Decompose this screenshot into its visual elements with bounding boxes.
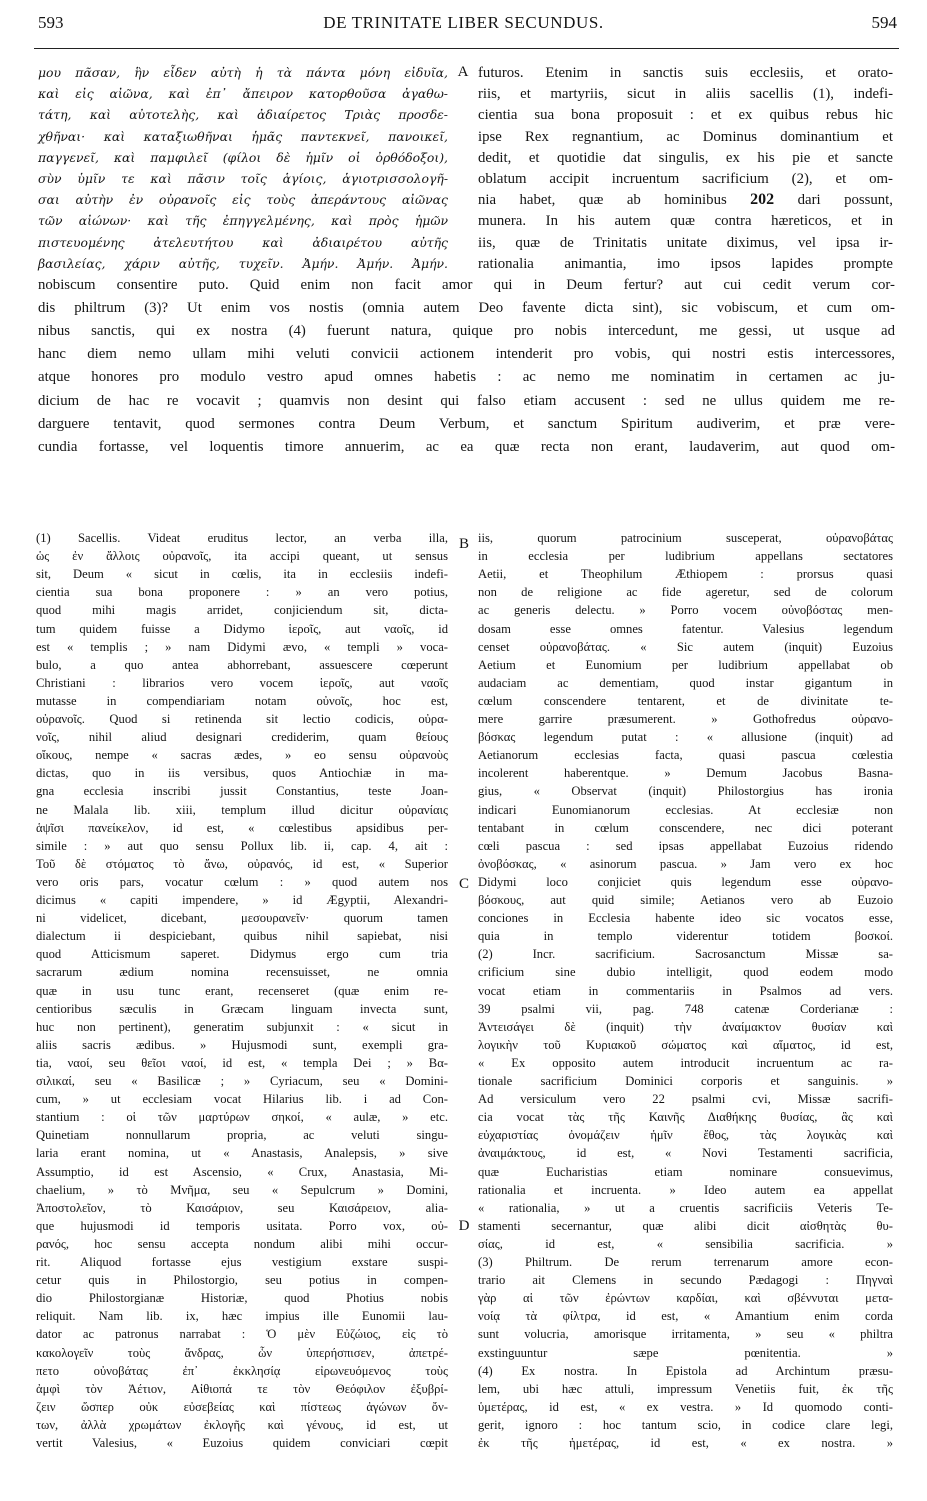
footnote-line: νοίᾳ τὰ φίλτρα, id est, « Amantium enim corda — [478, 1309, 893, 1324]
footnote-line: incolerent haberentque. » Demum Jacobus Basna- — [478, 766, 893, 781]
footnote-line: (4) Ex nostra. In Epistola ad Archintum præsu- — [478, 1363, 893, 1378]
latin-text-line: iis, quæ de Trinitatis unitate diximus, vel ipsa ir- — [478, 234, 893, 251]
margin-letter-a: A — [457, 64, 469, 80]
footnote-line: (1) Sacellis. Videat eruditus lector, an verba illa, — [36, 531, 448, 545]
footnote-line: dosam esse omnes fatentur. Valesius legendum — [478, 621, 893, 636]
margin-letter-c: C — [458, 876, 469, 892]
full-width-text-line: nobiscum consentire puto. Quid enim non facit amor qui in Deum fertur? aut cui cedit verum cor- — [38, 277, 895, 293]
footnote-line: ἁψῖσι πανείκελον, id est, « cœlestibus apsidibus per- — [36, 820, 448, 835]
full-width-text-line: darguere tentavit, quod sermones contra Deum Verbum, et sanctum Spiritum audiverim, et præ vere- — [38, 415, 895, 432]
footnote-line: tum quidem fuisse a Didymo ἱεροῖς, aut ναοῖς, id — [36, 621, 448, 636]
footnote-line: σίας, id est, « sensibilia sacrificia. » — [478, 1236, 893, 1251]
footnote-line: dicimus « capiti impendere, » id Ægyptii, Alexandri- — [36, 893, 448, 907]
footnote-line: cientia sua bona proponere : » an vero potius, — [36, 585, 448, 600]
footnote-line: βόσκας legendum putat : « allusione (inquit) ad — [478, 730, 893, 745]
footnote-line: Aetianorum ecclesias facta, quasi pascua cœlestia — [478, 748, 893, 763]
footnote-line: centioribus sæculis in Græcam linguam invecta sunt, — [36, 1001, 448, 1016]
footnote-line: audaciam ac dementiam, quod instar gigantum in — [478, 675, 893, 690]
footnote-line: εὐχαριστίας ὀνομάζειν ἡμῖν ἔθος, τὰς λογικὰς καὶ — [478, 1128, 893, 1143]
footnote-line: quod mihi magis arridet, conjiciendum sit, dicta- — [36, 603, 448, 618]
footnote-line: σιλικαί, seu « Basilicæ ; » Cyriacum, seu « Domini- — [36, 1074, 448, 1088]
footnote-line: quod Atticismum saperet. Didymus ergo cum tria — [36, 947, 448, 962]
footnote-line: iis, quorum patrocinium susceperat, οὐρανοβάτας — [478, 531, 893, 545]
footnote-line: simile : » aut quo sensu Pollux lib. ii, cap. 4, ait : — [36, 838, 448, 853]
footnote-line: chaelium, » τὸ Μνῆμα, seu « Sepulcrum » Domini, — [36, 1182, 448, 1197]
greek-text-line: σὺν ὑμῖν τε καὶ πᾶσιν τοῖς ἁγίοις, ἁγιοτρισσολογῆ- — [38, 171, 448, 186]
full-width-text-line: atque honores pro modulo vestro apud omnes habetis : ac nemo me nominatim in certamen ac ju- — [38, 369, 895, 386]
footnote-line: κακολογεῖν τοὺς ἄνδρας, ὧν ὑπερήσπισεν, ἀπετρέ- — [36, 1345, 448, 1360]
greek-text-line: πιστευομένης ἀτελευτήτου καὶ ἀδιαιρέτου αὐτῆς — [38, 234, 448, 250]
footnote-line: Ad versiculum vero 22 psalmi cvi, Missæ sacrifi- — [478, 1092, 893, 1107]
footnote-line: ἐκ τῆς ἡμετέρας, id est, « ex nostra. » — [478, 1436, 893, 1450]
margin-reference-number: 202 — [750, 191, 775, 209]
page-number-right: 594 — [871, 13, 897, 32]
footnote-line: reliquit. Nam lib. ix, hæc impius ille Eunomii lau- — [36, 1309, 448, 1324]
running-title: DE TRINITATE LIBER SECUNDUS. — [323, 13, 604, 32]
text-fragment: dari possunt, — [774, 192, 893, 209]
footnote-line: Τοῦ δὲ στόματος τὸ ἄνω, οὐρανός, id est, « Superior — [36, 856, 448, 871]
footnote-line: est « templis ; » nam Didymi ævo, « templi » voca- — [36, 639, 448, 654]
footnote-line: gerit, ignoro : hoc tantum scio, in codice clare legi, — [478, 1417, 893, 1432]
footnote-line: indicari Eunomianorum ecclesias. At ecclesiæ non — [478, 802, 893, 817]
footnote-line: stamenti secernantur, quæ alibi dicit αἰσθητὰς θυ- — [478, 1218, 893, 1233]
footnote-line: οἴκους, nempe « sacras ædes, » eo sensu οὐρανοὺς — [36, 748, 448, 763]
footnote-line: cia vocat τὰς τῆς Καινῆς Διαθήκης θυσίας, ἃς καὶ — [478, 1110, 893, 1125]
footnote-line: tentabant in cœlum conscendere, nec dici poterant — [478, 820, 893, 835]
footnote-line: lem, ubi hæc attuli, impressum Venetiis fuit, ἐκ τῆς — [478, 1381, 893, 1396]
greek-text-line: τῶν αἰώνων· καὶ τῆς ἐπηγγελμένης, καὶ πρὸς ἡμῶν — [38, 213, 448, 229]
header-rule — [34, 48, 899, 49]
page-number-left: 593 — [38, 13, 64, 32]
footnote-line: in ecclesia per ludibrium appellans sectatores — [478, 549, 893, 564]
greek-text-line: σαι αὐτὴν ἐν οὐρανοῖς εἰς τοὺς ἀπεράντους αἰῶνας — [38, 192, 448, 208]
footnote-line: stantium : οἱ τῶν μαρτύρων σηκοί, « aulæ, » etc. — [36, 1110, 448, 1125]
footnote-line: vero oris pars, vocatur cœlum : » quod autem nos — [36, 874, 448, 889]
footnote-line: crificium sine dubio intelligit, quod eodem modo — [478, 965, 893, 980]
footnote-line: ne Malala lib. xiii, templum illud dicitur οὐρανίαις — [36, 802, 448, 817]
footnote-line: mere garrire præsumerent. » Gothofredus οὐρανο- — [478, 712, 893, 726]
footnote-line: Ἀποστολεῖον, τὸ Καισάριον, seu Καισάρειον, alia- — [36, 1200, 448, 1215]
footnote-line: « rationalia, » ut a cruentis sacrificiis Veteris Te- — [478, 1200, 893, 1215]
footnote-line: tionale sacrificium Dominici corporis et sanguinis. » — [478, 1074, 893, 1088]
footnote-line: ρανός, hoc sensu accepta nondum alibi mihi occur- — [36, 1236, 448, 1251]
footnote-line: laria erant nomina, ut « Anastasis, Analepsis, » sive — [36, 1146, 448, 1161]
footnote-line: γὰρ αἱ τῶν ἐρώντων καρδίαι, καὶ σβέννυται μετα- — [478, 1291, 893, 1306]
footnote-line: ac generis delectu. » Porro vocem οὐνοβόστας men- — [478, 603, 893, 618]
footnote-line: ὡς ἐν ἄλλοις οὐρανοῖς, ita accipi queant, ut sensus — [36, 549, 448, 564]
footnote-line: ὀνοβόσκας, « asinorum pascua. » Jam vero ex hoc — [478, 856, 893, 871]
latin-text-line: rationalia animantia, imo ipsos lapides prompte — [478, 255, 893, 272]
greek-text-line: καὶ εἰς αἰῶνα, καὶ ἐπ᾽ ἄπειρον κατορθοῦσα ἀγαθω- — [38, 86, 448, 102]
full-width-text-line: cundia fortasse, vel loquentis timore annuerim, ac ea quæ recta non erant, laudaverim, aut quod om- — [38, 438, 895, 455]
footnote-line: Assumptio, id est Ascensio, « Crux, Anastasia, Mi- — [36, 1164, 448, 1179]
footnote-line: rit. Aliquod fortasse ejus vestigium exstare suspi- — [36, 1255, 448, 1269]
footnote-line: (3) Philtrum. De rerum terrenarum amore econ- — [478, 1255, 893, 1269]
footnote-line: ὑμετέρας, id est, « ex vestra. » Id quomodo conti- — [478, 1399, 893, 1414]
latin-text-line: ipse Rex regnantium, ac Dominus dominantium et — [478, 128, 893, 145]
footnote-line: dio Philostorgianæ Historiæ, quod Photius nobis — [36, 1291, 448, 1306]
footnote-line: sunt volucria, amorisque irritamenta, » seu « philtra — [478, 1327, 893, 1342]
footnote-line: quæ Eucharistias etiam nominare consuevimus, — [478, 1164, 893, 1179]
footnote-line: dator ac patronus narrabat : Ὁ μὲν Εὐζώιος, εἰς τὸ — [36, 1327, 448, 1342]
footnote-line: ζειν ὥσπερ οὐκ εὐσεβείας καὶ πίστεως ἀγώνων ὄν- — [36, 1399, 448, 1414]
full-width-text-line: dicium de hac re vocavit ; quamvis non desint qui falso etiam accusent : sed ne ullus quidem me re- — [38, 392, 895, 409]
footnote-line: Christiani : librarios vero vocem ἱεροῖς, aut ναοῖς — [36, 675, 448, 690]
footnote-line: bulo, a quo antea abhorrebant, assuescere cœperunt — [36, 657, 448, 672]
footnote-line: cœlum conscendere tentarent, et de divinitate te- — [478, 693, 893, 708]
footnote-line: νοῖς, nihil aliud designari crediderim, quam θείους — [36, 730, 448, 745]
latin-text-line: oblatum accipit incruentum sacrificium (2), et om- — [478, 171, 893, 187]
greek-text-line: μου πᾶσαν, ἣν εἶδεν αὐτὴ ἡ τὰ πάντα μόνη εἰδυῖα, — [38, 65, 448, 80]
footnote-line: que hujusmodi id temporis usitata. Porro vox, οὐ- — [36, 1218, 448, 1233]
footnote-line: λογικὴν τοῦ Κυριακοῦ σώματος καὶ αἵματος, id est, — [478, 1037, 893, 1052]
footnote-line: vocat etiam in commentariis in Psalmos ad vers. — [478, 983, 893, 998]
footnote-line: πετο οὐνοβάτας ἐπ᾽ ἐκκλησίᾳ εἰρωνευόμενος τοὺς — [36, 1363, 448, 1378]
footnote-line: exstinguuntur sæpe pœnitentia. » — [478, 1345, 893, 1360]
latin-text-line: riis, et martyriis, sicut in aliis sacellis (1), indefi- — [478, 86, 893, 103]
greek-text-line: χθῆναι· καὶ καταξιωθῆναι ἡμᾶς παντεκνεῖ, πανοικεῖ, — [38, 128, 448, 144]
latin-text-line: dedit, et quotidie dat singulis, ex his pie et sancte — [478, 149, 893, 166]
footnote-line: Didymi loco conjiciet quis legendum esse οὐρανο- — [478, 874, 893, 889]
footnote-line: tia, ναοί, seu θεῖοι ναοί, id est, « templa Dei ; » Βα- — [36, 1055, 448, 1070]
footnote-line: Aetii, et Theophilum Æthiopem : prorsus quasi — [478, 567, 893, 582]
footnote-line: ἀμφὶ τὸν Ἀέτιον, Αἰθιοπά τε τὸν Θεόφιλον ἐξυβρί- — [36, 1381, 448, 1396]
footnote-line: rationalia et incruenta. » Ideo autem ea appellat — [478, 1182, 893, 1197]
footnote-line: sacrarum ædium nomina recensuisset, ne omnia — [36, 965, 448, 980]
footnote-line: trario ait Clemens in secundo Pædagogi : Πηγναὶ — [478, 1273, 893, 1288]
full-width-text-line: nibus sanctis, qui ex nostra (4) fuerunt natura, quique pro nobis intercedunt, me gessi, ut usque ad — [38, 323, 895, 340]
margin-letter-b: B — [458, 536, 469, 552]
greek-text-line: τάτη, καὶ αὐτοτελὴς, καὶ ἀδιαίρετος Τριὰς προσδε- — [38, 107, 448, 123]
footnote-line: aliis sacris ædibus. » Hujusmodi sunt, exempli gra- — [36, 1037, 448, 1052]
text-fragment: nia habet, quæ ab hominibus — [478, 192, 751, 209]
full-width-text-line: hanc diem nemo ullam mihi veluti convicii actionem intenderit pro vobis, qui nostri estis intercessores, — [38, 346, 895, 363]
footnote-line: « Ex opposito autem introducit incruentum ac ra- — [478, 1055, 893, 1070]
footnote-line: 39 psalmi vii, pag. 748 catenæ Corderianæ : — [478, 1001, 893, 1016]
greek-text-line: παγγενεῖ, καὶ παμφιλεῖ (φίλοι δὲ ἡμῖν οἱ ὀρθόδοξοι), — [38, 149, 448, 165]
latin-text-line: munera. In his autem quæ contra hæreticos, et in — [478, 213, 893, 230]
footnote-line: cetur quis in Philostorgio, seu potius in compen- — [36, 1273, 448, 1288]
footnote-line: censet οὐρανοβάτας. « Sic autem (inquit) Euzoius — [478, 639, 893, 654]
latin-text-line: cientia sua bona proposuit : et ex quibus rebus hic — [478, 107, 893, 124]
footnote-line: quæ in usu tunc erant, recenseret (quæ enim re- — [36, 983, 448, 998]
footnote-line: dictas, quo in iis versibus, quos Antiochiæ in ma- — [36, 766, 448, 781]
footnote-line: ἀναιμάκτους, id est, « Novi Testamenti sacrificia, — [478, 1146, 893, 1161]
footnote-line: gius, « Observat (inquit) Philostorgius has ironia — [478, 784, 893, 799]
latin-text-line: futuros. Etenim in sanctis suis ecclesiis, et orato- — [478, 65, 893, 81]
footnote-line: Quinetiam nonnullarum propria, ac veluti singu- — [36, 1128, 448, 1143]
full-width-text-line: dis philtrum (3)? Ut enim vos nostis (omnia autem Deo favente dicta sint), sic vobiscum, et cum om- — [38, 300, 895, 317]
greek-text-line: βασιλείας, χάριν αὐτῆς, τυχεῖν. Ἀμήν. Ἀμήν. Ἀμήν. — [38, 255, 448, 271]
footnote-line: conciones in Ecclesia habente ideo sic vocatos esse, — [478, 911, 893, 926]
footnote-line: cœli pascua : sed ipsas appellabat Euzoius ridendo — [478, 838, 893, 853]
footnote-line: ni videlicet, dicebant, μεσουρανεῖν· quorum tamen — [36, 911, 448, 926]
footnote-line: βόσκους, aut quid simile; Aetianos vero ab Euzoio — [478, 893, 893, 907]
footnote-line: mutasse in compendiariam notam οὐνοῖς, hoc est, — [36, 693, 448, 708]
footnote-line: gna ecclesia inscribi jussit Constantius, teste Joan- — [36, 784, 448, 799]
footnote-line: dialectum ii despiciebant, quibus nihil sapiebat, nisi — [36, 929, 448, 944]
footnote-line: quia in templo viderentur totidem βοσκοί. — [478, 929, 893, 944]
footnote-line: non de religione ac fide ageretur, sed de colorum — [478, 585, 893, 600]
margin-letter-d: D — [458, 1218, 470, 1234]
footnote-line: Ἀντεισάγει δὲ (inquit) τὴν ἀναίμακτον θυσίαν καὶ — [478, 1019, 893, 1034]
footnote-line: (2) Incr. sacrificium. Sacrosanctum Missæ sa- — [478, 947, 893, 962]
latin-text-line — [478, 190, 893, 210]
footnote-line: huc non pertinent), generatim subjunxit : « sicut in — [36, 1019, 448, 1034]
footnote-line: cum, » ut ecclesiam vocat Hilarius lib. i ad Con- — [36, 1092, 448, 1107]
footnote-line: των, ἀλλὰ χρωμάτων ἐκλογῆς καὶ γένους, id est, ut — [36, 1417, 448, 1432]
footnote-line: Aetium et Eunomium per ludibrium appellabat ob — [478, 657, 893, 672]
footnote-line: οὐρανοῖς. Quod si retinenda sit lectio codicis, οὐρα- — [36, 712, 448, 726]
footnote-line: sit, Deum « sicut in cœlis, ita in ecclesiis indefi- — [36, 567, 448, 582]
footnote-line: vertit Valesius, « Euzoius quidem conviciari cœpit — [36, 1436, 448, 1450]
